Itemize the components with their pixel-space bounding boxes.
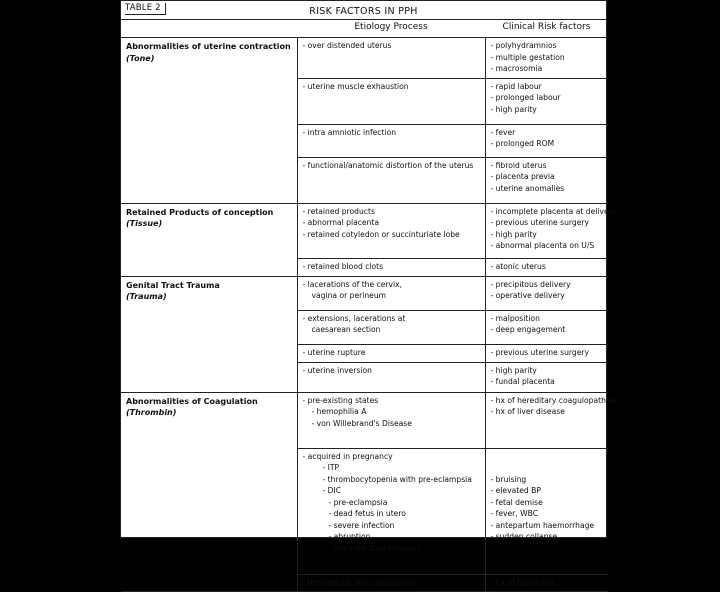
etiology-line: - abnormal placenta: [302, 218, 380, 227]
risk-factor-line: - operative delivery: [490, 291, 565, 300]
risk-factor-line: - fever, WBC: [490, 509, 539, 518]
risk-factor-line: - polyhydramnios: [490, 41, 557, 50]
etiology-line: - extensions, lacerations at: [302, 313, 406, 323]
table-title: RISK FACTORS IN PPH: [309, 6, 418, 17]
etiology-line: - retained products: [302, 206, 375, 216]
etiology-line: - therapeutic anti-coagulation: [302, 577, 416, 587]
category-abbreviation: (Tone): [126, 53, 155, 63]
table-row: [121, 276, 608, 310]
risk-factor-line: - antepartum haemorrhage: [490, 520, 595, 530]
clinical-cell: [485, 258, 608, 276]
etiology-line: - DIC: [322, 486, 342, 495]
risk-factor-line: - high parity: [490, 104, 537, 114]
risk-factor-line: - high parity: [490, 365, 537, 375]
etiology-line: - intra amniotic infection: [302, 127, 397, 137]
risk-factor-line: - incomplete placenta at delivery: [490, 206, 617, 216]
clinical-cell: [485, 448, 608, 574]
etiology-line: - functional/anatomic distortion of the uterus: [302, 160, 474, 170]
etiology-line: vagina or perineum: [311, 291, 387, 300]
risk-factor-line: - fever: [490, 127, 516, 137]
clinical-cell: [485, 124, 608, 157]
header-etiology: Etiology Process: [354, 22, 428, 32]
risk-factor-line: [491, 451, 605, 463]
clinical-cell: [485, 38, 608, 79]
etiology-cell: [297, 392, 485, 448]
category-abbreviation: (Trauma): [126, 292, 167, 301]
etiology-cell: [297, 38, 485, 79]
etiology-line: - retained cotyledon or succinturiate lobe: [302, 229, 460, 239]
clinical-cell: [485, 157, 608, 203]
risk-factor-line: - hx of blood clot: [490, 577, 555, 587]
risk-factor-line: - abnormal placenta on U/S: [490, 241, 595, 250]
etiology-cell: [297, 344, 485, 362]
etiology-cell: [297, 157, 485, 203]
category-name: Retained Products of conception: [126, 207, 274, 217]
etiology-cell: [297, 310, 485, 344]
etiology-line: - von Willebrand's Disease: [311, 418, 412, 428]
risk-factors-document: [120, 0, 617, 587]
etiology-cell: [297, 448, 485, 574]
risk-factor-line: - fundal placenta: [490, 377, 555, 386]
etiology-line: - abruption: [328, 532, 371, 541]
etiology-line: - hemophilia A: [311, 407, 367, 416]
etiology-line: - uterine rupture: [302, 347, 366, 357]
table-row: [121, 392, 608, 448]
risk-factor-line: - prolonged labour: [490, 93, 561, 102]
category-name: Genital Tract Trauma: [126, 280, 220, 290]
risk-factor-line: - hx of liver disease: [490, 407, 565, 416]
etiology-cell: [297, 362, 485, 392]
risk-factor-line: - prolonged ROM: [490, 139, 555, 148]
category-abbreviation: (Tissue): [126, 219, 163, 228]
etiology-cell: [297, 574, 485, 592]
category-cell: [121, 38, 297, 204]
etiology-cell: [297, 258, 485, 276]
etiology-cell: [297, 276, 485, 310]
clinical-cell: [485, 78, 608, 124]
risk-factor-line: - hx of hereditary coagulopathies: [490, 395, 617, 405]
etiology-line: - pre-eclampsia: [328, 497, 388, 507]
etiology-line: caesarean section: [311, 325, 381, 334]
risk-factor-line: - previous uterine surgery: [490, 347, 589, 357]
category-cell: [121, 203, 297, 276]
header-clinical: Clinical Risk factors: [502, 22, 591, 32]
category-cell: [121, 276, 297, 392]
risk-factor-line: [491, 462, 605, 474]
clinical-cell: [485, 392, 617, 448]
category-name: Abnormalities of Coagulation: [126, 396, 258, 406]
risk-factor-line: - elevated BP: [490, 486, 541, 495]
risk-factor-line: - placenta previa: [490, 172, 555, 181]
table-row: [121, 38, 608, 79]
risk-factor-line: - bruising: [490, 474, 527, 484]
etiology-line: - uterine muscle exhaustion: [302, 81, 409, 91]
etiology-line: - lacerations of the cervix,: [302, 279, 403, 289]
etiology-line: - dead fetus in utero: [328, 509, 406, 518]
risk-factor-line: - deep engagement: [490, 325, 566, 334]
etiology-line: - severe infection: [328, 520, 395, 530]
category-cell: [121, 392, 297, 592]
risk-factor-line: - uterine anomalies: [490, 183, 565, 193]
risk-factor-line: - high parity: [490, 229, 537, 239]
clinical-cell: [485, 574, 608, 592]
risk-factor-line: - atonic uterus: [490, 261, 546, 271]
risk-factor-line: - malposition: [490, 313, 540, 323]
clinical-cell: [485, 344, 608, 362]
risk-factors-table: [121, 37, 617, 592]
etiology-line: - over distended uterus: [302, 41, 392, 50]
risk-factor-line: - precipitous delivery: [490, 279, 571, 289]
risk-factor-line: - fetal demise: [490, 497, 543, 507]
clinical-cell: [485, 276, 608, 310]
etiology-line: - thrombocytopenia with pre-eclampsia: [322, 474, 472, 484]
etiology-line: - uterine inversion: [302, 365, 372, 375]
clinical-cell: [485, 310, 608, 344]
etiology-line: - ITP: [322, 463, 340, 472]
risk-factor-line: - sudden collapse: [490, 532, 558, 541]
clinical-cell: [485, 203, 617, 258]
etiology-cell: [297, 203, 485, 258]
table-label: TABLE 2: [125, 3, 166, 15]
table-row: [121, 203, 608, 258]
risk-factor-line: - multiple gestation: [490, 52, 565, 62]
etiology-line: - acquired in pregnancy: [302, 451, 393, 461]
risk-factor-line: - fibroid uterus: [490, 160, 547, 170]
clinical-cell: [485, 362, 608, 392]
etiology-cell: [297, 124, 485, 157]
risk-factor-line: - macrosomia: [490, 64, 543, 73]
risk-factor-line: - previous uterine surgery: [490, 218, 589, 227]
etiology-line: - retained blood clots: [302, 261, 384, 271]
etiology-cell: [297, 78, 485, 124]
etiology-line: - pre-existing states: [302, 395, 379, 405]
etiology-line: - amniotic fluid embolus: [328, 543, 421, 553]
column-headers: [121, 20, 606, 37]
risk-factor-line: - rapid labour: [490, 81, 542, 91]
category-name: Abnormalities of uterine contraction: [126, 42, 291, 51]
category-abbreviation: (Thrombin): [126, 408, 177, 417]
